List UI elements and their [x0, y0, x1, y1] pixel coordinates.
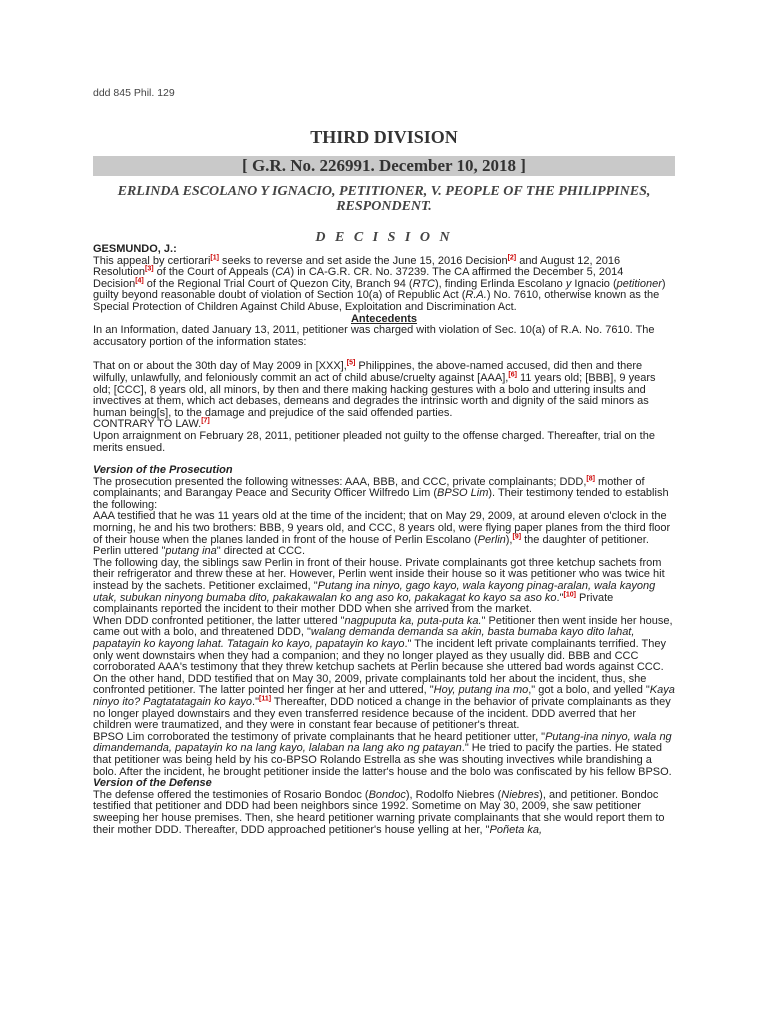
paragraph: The following day, the siblings saw Perlin in front of their house. Private complainants got three ketchup sachets from their refrigerator and threw these at her. However, Perlin went inside their house so it was petitioner who was twice hit instead by the sachets. Petitioner exclaimed, "Putang ina ninyo, gago kayo, wala kayong pinag-aralan, wala kayong utak, subukan ninyong bumaba dito, pakakawalan ko ang aso ko, pakakagat ko kayo sa aso ko."[10] Private complainants reported the incident to their mother DDD when she arrived from the market. — [93, 556, 665, 616]
quoted-information: That on or about the 30th day of May 2009 in [XXX],[5] Philippines, the above-named accused, did then and there wilfully, unlawfully, and feloniously commit an act of child abuse/cruelty against [AAA],[6] 11 years old; [BBB], 9 years old; [CCC], 8 years old, all minors, by then and there making hacking gestures with a bolo and uttering insults and invectives at them, which act debases, demeans and degrades the intrinsic worth and dignity of the said minors as human being[s], to the damage and prejudice of the said offended parties. — [93, 359, 656, 419]
footnote-link[interactable]: [3] — [144, 265, 154, 273]
defense-heading: Version of the Defense — [93, 777, 212, 790]
footnote-link[interactable]: [10] — [563, 590, 576, 598]
division-title: THIRD DIVISION — [310, 127, 458, 147]
paragraph: On the other hand, DDD testified that on May 30, 2009, private complainants told her about the incident, thus, she confronted petitioner. The latter pointed her finger at her and uttered, "Hoy, putang ina mo," got a bolo, and yelled "Kaya ninyo ito? Pagtatatagain ko kayo."[11] Thereafter, DDD noticed a change in the behavior of private complainants as they no longer played downstairs and they even transferred residence because of the incident. DDD averred that her children were traumatized, and they were in constant fear because of petitioner's threat. — [93, 672, 675, 732]
footnote-link[interactable]: [8] — [586, 475, 595, 483]
footnote-link[interactable]: [1] — [210, 253, 219, 261]
paragraph: The defense offered the testimonies of Rosario Bondoc (Bondoc), Rodolfo Niebres (Niebres), and petitioner. Bondoc testified that petitioner and DDD had been neighbors since 1992. Sometime on May 30, 2009, she saw petitioner sweeping her house premises. Then, she heard petitioner warning private complainants that she would report them to their mother DDD. Thereafter, DDD approached petitioner's house yelling at her, "Poñeta ka, — [93, 788, 665, 836]
antecedents-heading: Antecedents — [350, 312, 418, 325]
decision-title: D E C I S I O N — [315, 230, 453, 245]
paragraph: BPSO Lim corroborated the testimony of private complainants that he heard petitioner utter, "Putang-ina ninyo, wala ng dimandemanda, papatayin ko na lang kayo, lalaban na lang ako ng patayan." He tried to pacify the parties. He stated that petitioner was being held by his co-BPSO Rolando Estrella as she was shouting invectives while brandishing a bolo. After the incident, he brought petitioner inside the latter's house and the bolo was confiscated by his fellow BPSO. — [93, 730, 672, 778]
prosecution-heading: Version of the Prosecution — [93, 464, 233, 477]
gr-number-bar: [ G.R. No. 226991. December 10, 2018 ] — [93, 156, 675, 176]
paragraph: When DDD confronted petitioner, the latter uttered "nagpuputa ka, puta-puta ka." Petitioner then went inside her house, came out with a bolo, and threatened DDD, "walang demanda demanda sa akin, basta bumaba kayo dito lahat, papatayin ko kayong lahat. Tatagain ko kayo, papatayin ko kayo." The incident left private complainants terrified. They only went downstairs when they had a companion; and they no longer played as they usually did. BBB and CCC corroborated AAA's testimony that they threw ketchup sachets at Perlin because she uttered bad words against CCC. — [93, 614, 673, 674]
paragraph: This appeal by certiorari[1] seeks to reverse and set aside the June 15, 2016 Decision[2] and August 12, 2016 Resolution[3] of the Court of Appeals (CA) in CA-G.R. CR. No. 37239. The CA affirmed the December 5, 2014 Decision[4] of the Regional Trial Court of Quezon City, Branch 94 (RTC), finding Erlinda Escolano y Ignacio (petitioner) guilty beyond reasonable doubt of violation of Section 10(a) of Republic Act (R.A.) No. 7610, otherwise known as the Special Protection of Children Against Child Abuse, Exploitation and Discrimination Act. — [93, 253, 666, 313]
paragraph: The prosecution presented the following witnesses: AAA, BBB, and CCC, private complainants; DDD,[8] mother of complainants; and Barangay Peace and Security Officer Wilfredo Lim (BPSO Lim). Their testimony tended to establish the following: — [93, 475, 669, 511]
paragraph: In an Information, dated January 13, 2011, petitioner was charged with violation of Sec. 10(a) of R.A. No. 7610. The accusatory portion of the information states: — [93, 324, 655, 348]
case-caption: ERLINDA ESCOLANO Y IGNACIO, PETITIONER, V. PEOPLE OF THE PHILIPPINES, RESPONDENT. — [117, 184, 651, 214]
paragraph: AAA testified that he was 11 years old at the time of the incident; that on May 29, 2009, at around eleven o'clock in the morning, he and his two brothers: BBB, 9 years old, and CCC, 8 years old, were flying paper planes from the third floor of their house when the planes landed in front of the house of Perlin Escolano (Perlin),[9] the daughter of petitioner. Perlin uttered "putang ina" directed at CCC. — [93, 510, 671, 558]
footnote-link[interactable]: [6] — [508, 371, 517, 379]
footnote-link[interactable]: [7] — [201, 417, 210, 425]
citation-ref: ddd 845 Phil. 129 — [93, 87, 175, 99]
footnote-link[interactable]: [11] — [258, 695, 272, 703]
footnote-link[interactable]: [9] — [512, 533, 522, 540]
footnote-link[interactable]: [2] — [507, 253, 517, 261]
author: GESMUNDO, J.: — [93, 243, 177, 255]
footnote-link[interactable]: [5] — [346, 359, 356, 367]
decision-body — [93, 244, 675, 836]
paragraph: CONTRARY TO LAW.[7] — [93, 417, 210, 431]
footnote-link[interactable]: [4] — [135, 277, 144, 285]
paragraph: Upon arraignment on February 28, 2011, petitioner pleaded not guilty to the offense charged. Thereafter, trial on the merits ensued. — [93, 429, 655, 454]
